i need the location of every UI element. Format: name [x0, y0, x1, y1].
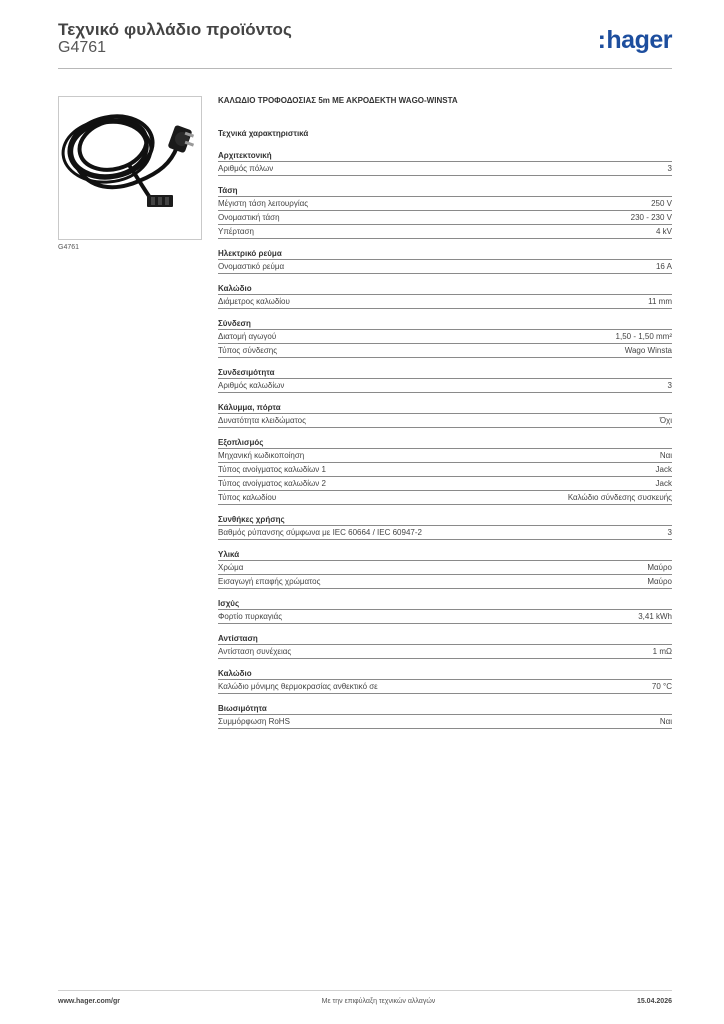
- spec-row: [218, 574, 672, 589]
- spec-label: Υπέρταση: [218, 227, 254, 236]
- spec-row: [218, 448, 672, 462]
- spec-value: Μαύρο: [647, 563, 672, 572]
- section-title: Κάλυμμα, πόρτα: [218, 403, 281, 412]
- spec-label: Αντίσταση συνέχειας: [218, 647, 292, 656]
- section-title: Ηλεκτρικό ρεύμα: [218, 249, 282, 258]
- cable-with-plug-image: [59, 97, 201, 239]
- spec-section: [218, 549, 672, 589]
- spec-rows: [218, 714, 672, 729]
- section-title: Καλώδιο: [218, 284, 252, 293]
- document-title: Τεχνικό φυλλάδιο προϊόντος: [58, 20, 292, 39]
- spec-row: [218, 161, 672, 176]
- spec-value: 16 A: [655, 262, 672, 271]
- spec-value: Ναι: [659, 451, 672, 460]
- spec-value: 11 mm: [648, 297, 672, 306]
- spec-value: 1 mΩ: [652, 647, 672, 656]
- spec-rows: [218, 644, 672, 659]
- spec-row: [218, 490, 672, 505]
- spec-value: Jack: [655, 479, 672, 488]
- spec-label: Διάμετρος καλωδίου: [218, 297, 290, 306]
- logo-text: hager: [606, 26, 672, 54]
- spec-label: Αριθμός καλωδίων: [218, 381, 285, 390]
- spec-rows: [218, 560, 672, 589]
- spec-row: [218, 196, 672, 210]
- spec-label: Φορτίο πυρκαγιάς: [218, 612, 283, 621]
- spec-label: Μηχανική κωδικοποίηση: [218, 451, 305, 460]
- spec-row: [218, 210, 672, 224]
- spec-row: [218, 259, 672, 274]
- section-title: Ισχύς: [218, 599, 240, 608]
- spec-value: 1,50 - 1,50 mm²: [615, 332, 672, 341]
- spec-rows: [218, 609, 672, 624]
- spec-value: 3,41 kWh: [638, 612, 672, 621]
- spec-row: [218, 378, 672, 393]
- footer-note: Με την επιφύλαξη τεχνικών αλλαγών: [321, 998, 436, 1005]
- spec-value: 3: [667, 164, 672, 173]
- hager-logo: :hager: [597, 26, 672, 54]
- tech-specs-heading: Τεχνικά χαρακτηριστικά: [218, 129, 309, 138]
- spec-label: Εισαγωγή επαφής χρώματος: [218, 577, 321, 586]
- spec-row: [218, 560, 672, 574]
- section-title: Συνδεσιμότητα: [218, 368, 275, 377]
- section-title: Υλικά: [218, 550, 240, 559]
- section-title: Εξοπλισμός: [218, 438, 264, 447]
- spec-rows: [218, 448, 672, 505]
- spec-rows: [218, 329, 672, 358]
- spec-section: [218, 248, 672, 274]
- spec-value: Jack: [655, 465, 672, 474]
- spec-value: 3: [667, 528, 672, 537]
- spec-label: Συμμόρφωση RoHS: [218, 717, 290, 726]
- spec-rows: [218, 161, 672, 176]
- spec-section: [218, 668, 672, 694]
- footer-url[interactable]: www.hager.com/gr: [58, 998, 120, 1005]
- spec-section: [218, 150, 672, 176]
- spec-section: [218, 402, 672, 428]
- spec-section: [218, 437, 672, 505]
- spec-rows: [218, 259, 672, 274]
- spec-label: Χρώμα: [218, 563, 244, 572]
- spec-section: [218, 703, 672, 729]
- spec-label: Δυνατότητα κλειδώματος: [218, 416, 306, 425]
- spec-label: Ονομαστική τάση: [218, 213, 280, 222]
- spec-value: Καλώδιο σύνδεσης συσκευής: [567, 493, 672, 502]
- section-title: Καλώδιο: [218, 669, 252, 678]
- spec-section: [218, 598, 672, 624]
- spec-label: Διατομή αγωγού: [218, 332, 277, 341]
- spec-value: Μαύρο: [647, 577, 672, 586]
- spec-row: [218, 329, 672, 343]
- spec-label: Αριθμός πόλων: [218, 164, 274, 173]
- spec-label: Καλώδιο μόνιμης θερμοκρασίας ανθεκτικό σε: [218, 682, 378, 691]
- footer-divider: [58, 990, 672, 991]
- spec-row: [218, 413, 672, 428]
- spec-section: [218, 283, 672, 309]
- product-image: [58, 96, 202, 240]
- section-title: Αντίσταση: [218, 634, 258, 643]
- spec-value: Wago Winsta: [624, 346, 672, 355]
- spec-sections: [218, 150, 672, 729]
- footer: [58, 998, 672, 1005]
- spec-label: Τύπος ανοίγματος καλωδίων 1: [218, 465, 326, 474]
- section-title: Βιωσιμότητα: [218, 704, 267, 713]
- spec-rows: [218, 378, 672, 393]
- spec-value: 3: [667, 381, 672, 390]
- section-title: Αρχιτεκτονική: [218, 151, 272, 160]
- spec-row: [218, 525, 672, 540]
- spec-value: 250 V: [651, 199, 672, 208]
- spec-value: 4 kV: [655, 227, 672, 236]
- spec-section: [218, 318, 672, 358]
- spec-content: [218, 96, 672, 729]
- spec-section: [218, 185, 672, 239]
- spec-row: [218, 294, 672, 309]
- product-code: G4761: [58, 39, 107, 56]
- spec-row: [218, 644, 672, 659]
- spec-label: Βαθμός ρύπανσης σύμφωνα με IEC 60664 / IEC 60947-2: [218, 528, 422, 537]
- spec-label: Ονομαστικό ρεύμα: [218, 262, 285, 271]
- spec-value: 230 - 230 V: [630, 213, 672, 222]
- section-title: Τάση: [218, 186, 238, 195]
- footer-date: 15.04.2026: [636, 998, 672, 1005]
- spec-rows: [218, 196, 672, 239]
- spec-value: Ναι: [659, 717, 672, 726]
- header-divider: [58, 68, 672, 69]
- spec-row: [218, 224, 672, 239]
- product-name: ΚΑΛΩΔΙΟ ΤΡΟΦΟΔΟΣΙΑΣ 5m ΜΕ ΑΚΡΟΔΕΚΤΗ WAGO-WINSTA: [218, 96, 458, 105]
- spec-section: [218, 514, 672, 540]
- spec-section: [218, 367, 672, 393]
- spec-row: [218, 343, 672, 358]
- spec-rows: [218, 679, 672, 694]
- spec-label: Τύπος σύνδεσης: [218, 346, 278, 355]
- spec-row: [218, 476, 672, 490]
- spec-row: [218, 462, 672, 476]
- section-title: Συνθήκες χρήσης: [218, 515, 285, 524]
- spec-rows: [218, 413, 672, 428]
- spec-row: [218, 679, 672, 694]
- spec-rows: [218, 525, 672, 540]
- spec-section: [218, 633, 672, 659]
- spec-rows: [218, 294, 672, 309]
- spec-label: Μέγιστη τάση λειτουργίας: [218, 199, 309, 208]
- spec-row: [218, 714, 672, 729]
- spec-row: [218, 609, 672, 624]
- spec-label: Τύπος ανοίγματος καλωδίων 2: [218, 479, 326, 488]
- spec-label: Τύπος καλωδίου: [218, 493, 277, 502]
- spec-value: Όχι: [659, 416, 672, 425]
- product-image-caption: G4761: [58, 244, 80, 251]
- section-title: Σύνδεση: [218, 319, 251, 328]
- spec-value: 70 °C: [651, 682, 672, 691]
